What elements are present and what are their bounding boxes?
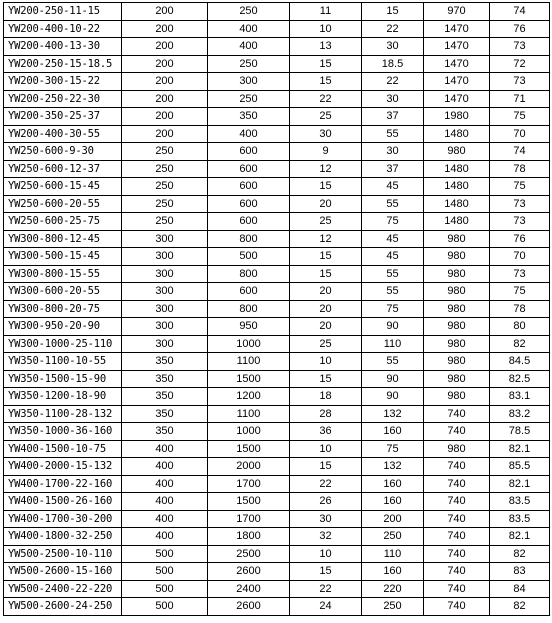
diameter-cell: 200 bbox=[122, 73, 208, 91]
power-cell: 18.5 bbox=[362, 55, 424, 73]
speed-cell: 740 bbox=[424, 458, 490, 476]
flow-cell: 1500 bbox=[208, 440, 290, 458]
table-row bbox=[4, 423, 550, 441]
diameter-cell: 200 bbox=[122, 90, 208, 108]
speed-cell: 980 bbox=[424, 370, 490, 388]
head-cell: 22 bbox=[290, 580, 362, 598]
power-cell: 160 bbox=[362, 475, 424, 493]
speed-cell: 740 bbox=[424, 405, 490, 423]
efficiency-cell: 75 bbox=[490, 108, 550, 126]
efficiency-cell: 76 bbox=[490, 20, 550, 38]
head-cell: 10 bbox=[290, 545, 362, 563]
table-row bbox=[4, 108, 550, 126]
model-cell: YW500-2400-22-220 bbox=[4, 580, 122, 598]
speed-cell: 740 bbox=[424, 423, 490, 441]
power-cell: 110 bbox=[362, 545, 424, 563]
diameter-cell: 200 bbox=[122, 108, 208, 126]
flow-cell: 300 bbox=[208, 73, 290, 91]
speed-cell: 1480 bbox=[424, 160, 490, 178]
model-cell: YW350-1200-18-90 bbox=[4, 388, 122, 406]
table-row bbox=[4, 73, 550, 91]
power-cell: 160 bbox=[362, 493, 424, 511]
efficiency-cell: 82 bbox=[490, 335, 550, 353]
model-cell: YW250-600-9-30 bbox=[4, 143, 122, 161]
diameter-cell: 350 bbox=[122, 388, 208, 406]
speed-cell: 740 bbox=[424, 493, 490, 511]
diameter-cell: 250 bbox=[122, 195, 208, 213]
model-cell: YW200-400-30-55 bbox=[4, 125, 122, 143]
table-row bbox=[4, 213, 550, 231]
efficiency-cell: 73 bbox=[490, 213, 550, 231]
power-cell: 110 bbox=[362, 335, 424, 353]
speed-cell: 980 bbox=[424, 265, 490, 283]
head-cell: 20 bbox=[290, 318, 362, 336]
model-cell: YW200-350-25-37 bbox=[4, 108, 122, 126]
table-row bbox=[4, 335, 550, 353]
diameter-cell: 500 bbox=[122, 598, 208, 616]
speed-cell: 980 bbox=[424, 230, 490, 248]
table-row bbox=[4, 265, 550, 283]
speed-cell: 1980 bbox=[424, 108, 490, 126]
head-cell: 15 bbox=[290, 248, 362, 266]
efficiency-cell: 78 bbox=[490, 300, 550, 318]
diameter-cell: 400 bbox=[122, 475, 208, 493]
flow-cell: 2600 bbox=[208, 598, 290, 616]
head-cell: 26 bbox=[290, 493, 362, 511]
power-cell: 45 bbox=[362, 178, 424, 196]
model-cell: YW250-600-20-55 bbox=[4, 195, 122, 213]
flow-cell: 250 bbox=[208, 90, 290, 108]
power-cell: 75 bbox=[362, 213, 424, 231]
flow-cell: 800 bbox=[208, 265, 290, 283]
head-cell: 36 bbox=[290, 423, 362, 441]
head-cell: 15 bbox=[290, 55, 362, 73]
speed-cell: 980 bbox=[424, 248, 490, 266]
speed-cell: 980 bbox=[424, 353, 490, 371]
diameter-cell: 400 bbox=[122, 510, 208, 528]
diameter-cell: 250 bbox=[122, 160, 208, 178]
speed-cell: 1470 bbox=[424, 55, 490, 73]
head-cell: 22 bbox=[290, 90, 362, 108]
diameter-cell: 400 bbox=[122, 493, 208, 511]
flow-cell: 400 bbox=[208, 38, 290, 56]
diameter-cell: 200 bbox=[122, 20, 208, 38]
table-row bbox=[4, 388, 550, 406]
model-cell: YW300-800-20-75 bbox=[4, 300, 122, 318]
efficiency-cell: 82.1 bbox=[490, 528, 550, 546]
table-row bbox=[4, 580, 550, 598]
model-cell: YW200-250-11-15 bbox=[4, 3, 122, 21]
power-cell: 132 bbox=[362, 405, 424, 423]
head-cell: 15 bbox=[290, 73, 362, 91]
table-row bbox=[4, 20, 550, 38]
flow-cell: 800 bbox=[208, 300, 290, 318]
flow-cell: 600 bbox=[208, 160, 290, 178]
efficiency-cell: 75 bbox=[490, 178, 550, 196]
model-cell: YW400-1500-10-75 bbox=[4, 440, 122, 458]
power-cell: 22 bbox=[362, 73, 424, 91]
table-body bbox=[4, 3, 550, 616]
head-cell: 22 bbox=[290, 475, 362, 493]
head-cell: 15 bbox=[290, 370, 362, 388]
efficiency-cell: 83.2 bbox=[490, 405, 550, 423]
model-cell: YW350-1100-28-132 bbox=[4, 405, 122, 423]
efficiency-cell: 85.5 bbox=[490, 458, 550, 476]
efficiency-cell: 78 bbox=[490, 160, 550, 178]
power-cell: 75 bbox=[362, 300, 424, 318]
model-cell: YW350-1100-10-55 bbox=[4, 353, 122, 371]
head-cell: 10 bbox=[290, 440, 362, 458]
model-cell: YW300-950-20-90 bbox=[4, 318, 122, 336]
flow-cell: 800 bbox=[208, 230, 290, 248]
head-cell: 32 bbox=[290, 528, 362, 546]
pump-spec-table bbox=[3, 2, 550, 616]
power-cell: 160 bbox=[362, 423, 424, 441]
speed-cell: 980 bbox=[424, 440, 490, 458]
diameter-cell: 250 bbox=[122, 213, 208, 231]
efficiency-cell: 70 bbox=[490, 125, 550, 143]
table-row bbox=[4, 300, 550, 318]
efficiency-cell: 74 bbox=[490, 3, 550, 21]
power-cell: 55 bbox=[362, 283, 424, 301]
table-row bbox=[4, 125, 550, 143]
head-cell: 15 bbox=[290, 458, 362, 476]
table-row bbox=[4, 195, 550, 213]
power-cell: 22 bbox=[362, 20, 424, 38]
speed-cell: 1480 bbox=[424, 178, 490, 196]
flow-cell: 2000 bbox=[208, 458, 290, 476]
power-cell: 160 bbox=[362, 563, 424, 581]
speed-cell: 1470 bbox=[424, 20, 490, 38]
speed-cell: 980 bbox=[424, 300, 490, 318]
efficiency-cell: 82.1 bbox=[490, 440, 550, 458]
flow-cell: 2500 bbox=[208, 545, 290, 563]
efficiency-cell: 76 bbox=[490, 230, 550, 248]
flow-cell: 1100 bbox=[208, 405, 290, 423]
flow-cell: 600 bbox=[208, 213, 290, 231]
table-row bbox=[4, 160, 550, 178]
diameter-cell: 300 bbox=[122, 335, 208, 353]
speed-cell: 980 bbox=[424, 335, 490, 353]
diameter-cell: 300 bbox=[122, 283, 208, 301]
flow-cell: 600 bbox=[208, 143, 290, 161]
flow-cell: 400 bbox=[208, 20, 290, 38]
speed-cell: 740 bbox=[424, 563, 490, 581]
speed-cell: 1480 bbox=[424, 195, 490, 213]
head-cell: 11 bbox=[290, 3, 362, 21]
model-cell: YW200-250-22-30 bbox=[4, 90, 122, 108]
power-cell: 75 bbox=[362, 440, 424, 458]
speed-cell: 740 bbox=[424, 528, 490, 546]
diameter-cell: 350 bbox=[122, 405, 208, 423]
diameter-cell: 200 bbox=[122, 125, 208, 143]
power-cell: 220 bbox=[362, 580, 424, 598]
model-cell: YW300-800-12-45 bbox=[4, 230, 122, 248]
head-cell: 12 bbox=[290, 160, 362, 178]
model-cell: YW400-1700-22-160 bbox=[4, 475, 122, 493]
efficiency-cell: 84.5 bbox=[490, 353, 550, 371]
flow-cell: 600 bbox=[208, 195, 290, 213]
flow-cell: 600 bbox=[208, 283, 290, 301]
head-cell: 24 bbox=[290, 598, 362, 616]
power-cell: 250 bbox=[362, 598, 424, 616]
efficiency-cell: 71 bbox=[490, 90, 550, 108]
model-cell: YW300-1000-25-110 bbox=[4, 335, 122, 353]
table-row bbox=[4, 458, 550, 476]
efficiency-cell: 82.1 bbox=[490, 475, 550, 493]
diameter-cell: 250 bbox=[122, 178, 208, 196]
flow-cell: 1700 bbox=[208, 475, 290, 493]
speed-cell: 980 bbox=[424, 318, 490, 336]
efficiency-cell: 78.5 bbox=[490, 423, 550, 441]
speed-cell: 1470 bbox=[424, 73, 490, 91]
head-cell: 18 bbox=[290, 388, 362, 406]
speed-cell: 740 bbox=[424, 598, 490, 616]
diameter-cell: 350 bbox=[122, 370, 208, 388]
efficiency-cell: 80 bbox=[490, 318, 550, 336]
model-cell: YW200-400-10-22 bbox=[4, 20, 122, 38]
efficiency-cell: 84 bbox=[490, 580, 550, 598]
flow-cell: 1500 bbox=[208, 493, 290, 511]
efficiency-cell: 70 bbox=[490, 248, 550, 266]
power-cell: 55 bbox=[362, 353, 424, 371]
table-row bbox=[4, 598, 550, 616]
efficiency-cell: 73 bbox=[490, 73, 550, 91]
diameter-cell: 300 bbox=[122, 300, 208, 318]
table-row bbox=[4, 90, 550, 108]
diameter-cell: 400 bbox=[122, 458, 208, 476]
speed-cell: 970 bbox=[424, 3, 490, 21]
table-row bbox=[4, 230, 550, 248]
efficiency-cell: 74 bbox=[490, 143, 550, 161]
flow-cell: 2600 bbox=[208, 563, 290, 581]
power-cell: 37 bbox=[362, 108, 424, 126]
power-cell: 30 bbox=[362, 90, 424, 108]
flow-cell: 600 bbox=[208, 178, 290, 196]
model-cell: YW250-600-25-75 bbox=[4, 213, 122, 231]
flow-cell: 1700 bbox=[208, 510, 290, 528]
speed-cell: 1470 bbox=[424, 90, 490, 108]
table-row bbox=[4, 545, 550, 563]
head-cell: 25 bbox=[290, 213, 362, 231]
power-cell: 30 bbox=[362, 143, 424, 161]
diameter-cell: 200 bbox=[122, 38, 208, 56]
power-cell: 90 bbox=[362, 318, 424, 336]
speed-cell: 1480 bbox=[424, 213, 490, 231]
head-cell: 10 bbox=[290, 353, 362, 371]
model-cell: YW350-1000-36-160 bbox=[4, 423, 122, 441]
efficiency-cell: 83.1 bbox=[490, 388, 550, 406]
flow-cell: 1800 bbox=[208, 528, 290, 546]
efficiency-cell: 82.5 bbox=[490, 370, 550, 388]
model-cell: YW200-250-15-18.5 bbox=[4, 55, 122, 73]
efficiency-cell: 73 bbox=[490, 265, 550, 283]
head-cell: 9 bbox=[290, 143, 362, 161]
head-cell: 20 bbox=[290, 195, 362, 213]
diameter-cell: 500 bbox=[122, 580, 208, 598]
table-row bbox=[4, 475, 550, 493]
flow-cell: 400 bbox=[208, 125, 290, 143]
flow-cell: 350 bbox=[208, 108, 290, 126]
table-row bbox=[4, 353, 550, 371]
head-cell: 30 bbox=[290, 125, 362, 143]
table-row bbox=[4, 405, 550, 423]
speed-cell: 1470 bbox=[424, 38, 490, 56]
diameter-cell: 300 bbox=[122, 265, 208, 283]
head-cell: 13 bbox=[290, 38, 362, 56]
efficiency-cell: 82 bbox=[490, 598, 550, 616]
speed-cell: 980 bbox=[424, 143, 490, 161]
flow-cell: 250 bbox=[208, 3, 290, 21]
efficiency-cell: 83.5 bbox=[490, 510, 550, 528]
speed-cell: 1480 bbox=[424, 125, 490, 143]
flow-cell: 1200 bbox=[208, 388, 290, 406]
flow-cell: 950 bbox=[208, 318, 290, 336]
efficiency-cell: 82 bbox=[490, 545, 550, 563]
table-row bbox=[4, 510, 550, 528]
head-cell: 30 bbox=[290, 510, 362, 528]
power-cell: 200 bbox=[362, 510, 424, 528]
efficiency-cell: 83.5 bbox=[490, 493, 550, 511]
diameter-cell: 250 bbox=[122, 143, 208, 161]
model-cell: YW350-1500-15-90 bbox=[4, 370, 122, 388]
flow-cell: 250 bbox=[208, 55, 290, 73]
diameter-cell: 200 bbox=[122, 3, 208, 21]
model-cell: YW500-2500-10-110 bbox=[4, 545, 122, 563]
model-cell: YW200-300-15-22 bbox=[4, 73, 122, 91]
table-row bbox=[4, 440, 550, 458]
model-cell: YW500-2600-24-250 bbox=[4, 598, 122, 616]
diameter-cell: 300 bbox=[122, 248, 208, 266]
flow-cell: 1500 bbox=[208, 370, 290, 388]
power-cell: 55 bbox=[362, 195, 424, 213]
table-row bbox=[4, 528, 550, 546]
table-row bbox=[4, 143, 550, 161]
diameter-cell: 400 bbox=[122, 528, 208, 546]
power-cell: 55 bbox=[362, 125, 424, 143]
speed-cell: 740 bbox=[424, 475, 490, 493]
diameter-cell: 350 bbox=[122, 423, 208, 441]
head-cell: 25 bbox=[290, 108, 362, 126]
model-cell: YW400-1700-30-200 bbox=[4, 510, 122, 528]
model-cell: YW500-2600-15-160 bbox=[4, 563, 122, 581]
diameter-cell: 400 bbox=[122, 440, 208, 458]
efficiency-cell: 73 bbox=[490, 38, 550, 56]
power-cell: 45 bbox=[362, 248, 424, 266]
model-cell: YW300-500-15-45 bbox=[4, 248, 122, 266]
model-cell: YW250-600-12-37 bbox=[4, 160, 122, 178]
speed-cell: 740 bbox=[424, 510, 490, 528]
head-cell: 28 bbox=[290, 405, 362, 423]
power-cell: 132 bbox=[362, 458, 424, 476]
model-cell: YW400-2000-15-132 bbox=[4, 458, 122, 476]
table-row bbox=[4, 178, 550, 196]
power-cell: 45 bbox=[362, 230, 424, 248]
efficiency-cell: 72 bbox=[490, 55, 550, 73]
flow-cell: 2400 bbox=[208, 580, 290, 598]
efficiency-cell: 73 bbox=[490, 195, 550, 213]
model-cell: YW300-800-15-55 bbox=[4, 265, 122, 283]
head-cell: 10 bbox=[290, 20, 362, 38]
model-cell: YW200-400-13-30 bbox=[4, 38, 122, 56]
power-cell: 30 bbox=[362, 38, 424, 56]
model-cell: YW400-1800-32-250 bbox=[4, 528, 122, 546]
diameter-cell: 350 bbox=[122, 353, 208, 371]
power-cell: 90 bbox=[362, 370, 424, 388]
speed-cell: 740 bbox=[424, 545, 490, 563]
table-row bbox=[4, 55, 550, 73]
efficiency-cell: 75 bbox=[490, 283, 550, 301]
table-row bbox=[4, 248, 550, 266]
table-row bbox=[4, 38, 550, 56]
table-row bbox=[4, 318, 550, 336]
diameter-cell: 200 bbox=[122, 55, 208, 73]
head-cell: 12 bbox=[290, 230, 362, 248]
head-cell: 15 bbox=[290, 178, 362, 196]
head-cell: 20 bbox=[290, 300, 362, 318]
flow-cell: 1000 bbox=[208, 423, 290, 441]
diameter-cell: 300 bbox=[122, 230, 208, 248]
table-row bbox=[4, 563, 550, 581]
model-cell: YW250-600-15-45 bbox=[4, 178, 122, 196]
table-row bbox=[4, 493, 550, 511]
head-cell: 25 bbox=[290, 335, 362, 353]
diameter-cell: 500 bbox=[122, 545, 208, 563]
flow-cell: 500 bbox=[208, 248, 290, 266]
table-row bbox=[4, 3, 550, 21]
flow-cell: 1000 bbox=[208, 335, 290, 353]
power-cell: 250 bbox=[362, 528, 424, 546]
head-cell: 15 bbox=[290, 563, 362, 581]
diameter-cell: 300 bbox=[122, 318, 208, 336]
flow-cell: 1100 bbox=[208, 353, 290, 371]
speed-cell: 980 bbox=[424, 388, 490, 406]
speed-cell: 980 bbox=[424, 283, 490, 301]
power-cell: 90 bbox=[362, 388, 424, 406]
diameter-cell: 500 bbox=[122, 563, 208, 581]
head-cell: 20 bbox=[290, 283, 362, 301]
model-cell: YW300-600-20-55 bbox=[4, 283, 122, 301]
power-cell: 37 bbox=[362, 160, 424, 178]
model-cell: YW400-1500-26-160 bbox=[4, 493, 122, 511]
head-cell: 15 bbox=[290, 265, 362, 283]
power-cell: 55 bbox=[362, 265, 424, 283]
table-row bbox=[4, 283, 550, 301]
table-row bbox=[4, 370, 550, 388]
speed-cell: 740 bbox=[424, 580, 490, 598]
power-cell: 15 bbox=[362, 3, 424, 21]
efficiency-cell: 83 bbox=[490, 563, 550, 581]
